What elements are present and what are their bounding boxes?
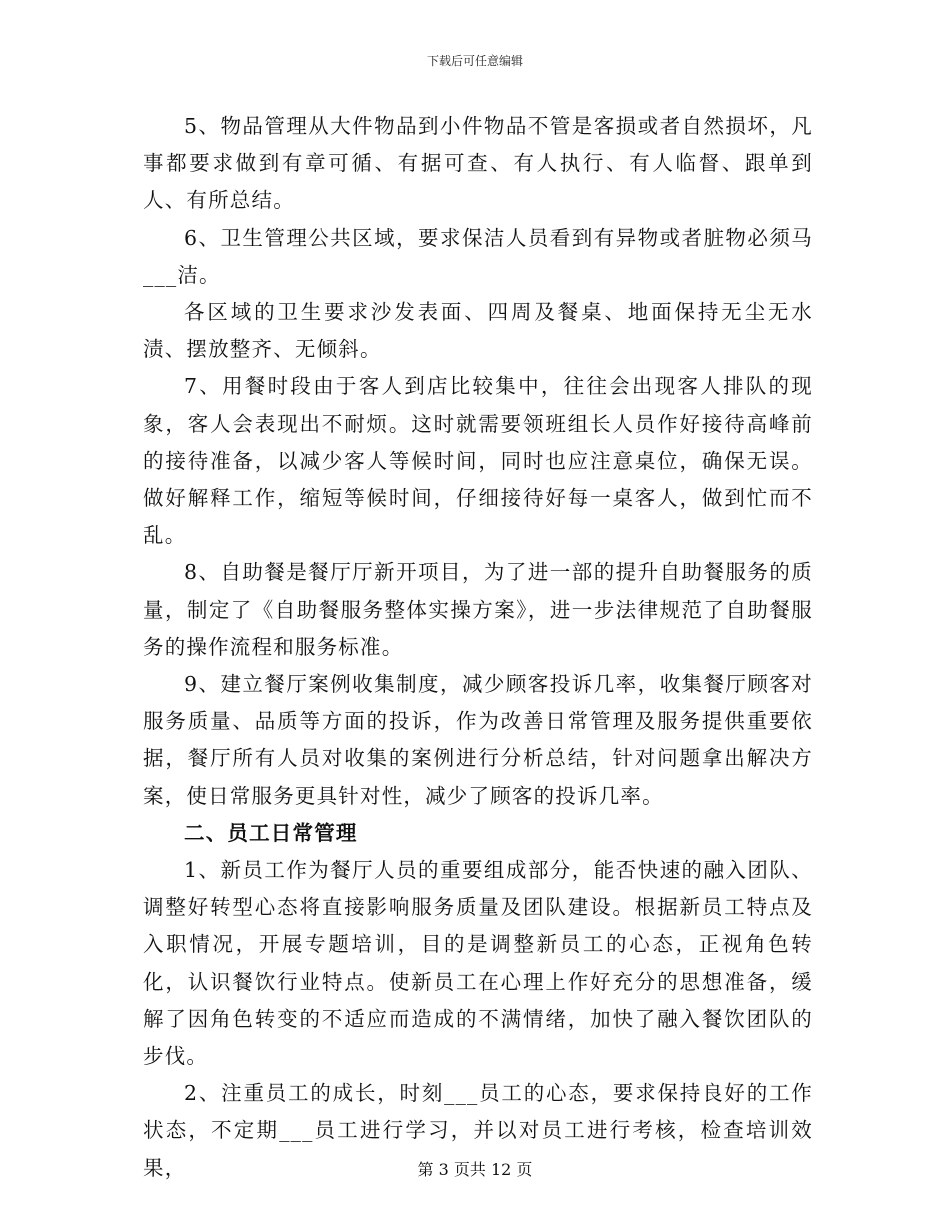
paragraph-item-5: 5、物品管理从大件物品到小件物品不管是客损或者自然损坏，凡事都要求做到有章可循、有据可查、有人执行、有人临督、跟单到人、有所总结。 [143,114,813,213]
paragraph-item-8: 8、自助餐是餐厅厅新开项目，为了进一部的提升自助餐服务的质量，制定了《自助餐服务整体实操方案》，进一步法律规范了自助餐服务的操作流程和服务标准。 [143,560,813,659]
paragraph-item-6: 6、卫生管理公共区域，要求保洁人员看到有异物或者脏物必须马___洁。 [143,225,813,287]
paragraph-item-7: 7、用餐时段由于客人到店比较集中，往往会出现客人排队的现象，客人会表现出不耐烦。这时就需要领班组长人员作好接待高峰前的接待准备，以减少客人等候时间，同时也应注意桌位，确保无误。做好解释工作，缩短等候时间，仔细接待好每一桌客人，做到忙而不乱。 [143,374,813,548]
document-body [143,108,813,1187]
paragraph-staff-1: 1、新员工作为餐厅人员的重要组成部分，能否快速的融入团队、调整好转型心态将直接影响服务质量及团队建设。根据新员工特点及入职情况，开展专题培训，目的是调整新员工的心态，正视角色转化，认识餐饮行业特点。使新员工在心理上作好充分的思想准备，缓解了因角色转变的不适应而造成的不满情绪，加快了融入餐饮团队的步伐。 [143,858,813,1069]
paragraph-hygiene-areas: 各区域的卫生要求沙发表面、四周及餐桌、地面保持无尘无水渍、摆放整齐、无倾斜。 [143,300,813,362]
paragraph-item-9: 9、建立餐厅案例收集制度，减少顾客投诉几率，收集餐厅顾客对服务质量、品质等方面的投诉，作为改善日常管理及服务提供重要依据，餐厅所有人员对收集的案例进行分析总结，针对问题拿出解决方案，使日常服务更具针对性，减少了顾客的投诉几率。 [143,672,813,808]
section-heading: 二、员工日常管理 [184,820,358,845]
page-header: 下载后可任意编辑 [426,54,523,68]
paragraph-staff-2: 2、注重员工的成长，时刻___员工的心态，要求保持良好的工作状态，不定期___员工进行学习，并以对员工进行考核，检查培训效果， [143,1081,813,1180]
page-footer: 第 3 页共 12 页 [417,1160,533,1179]
